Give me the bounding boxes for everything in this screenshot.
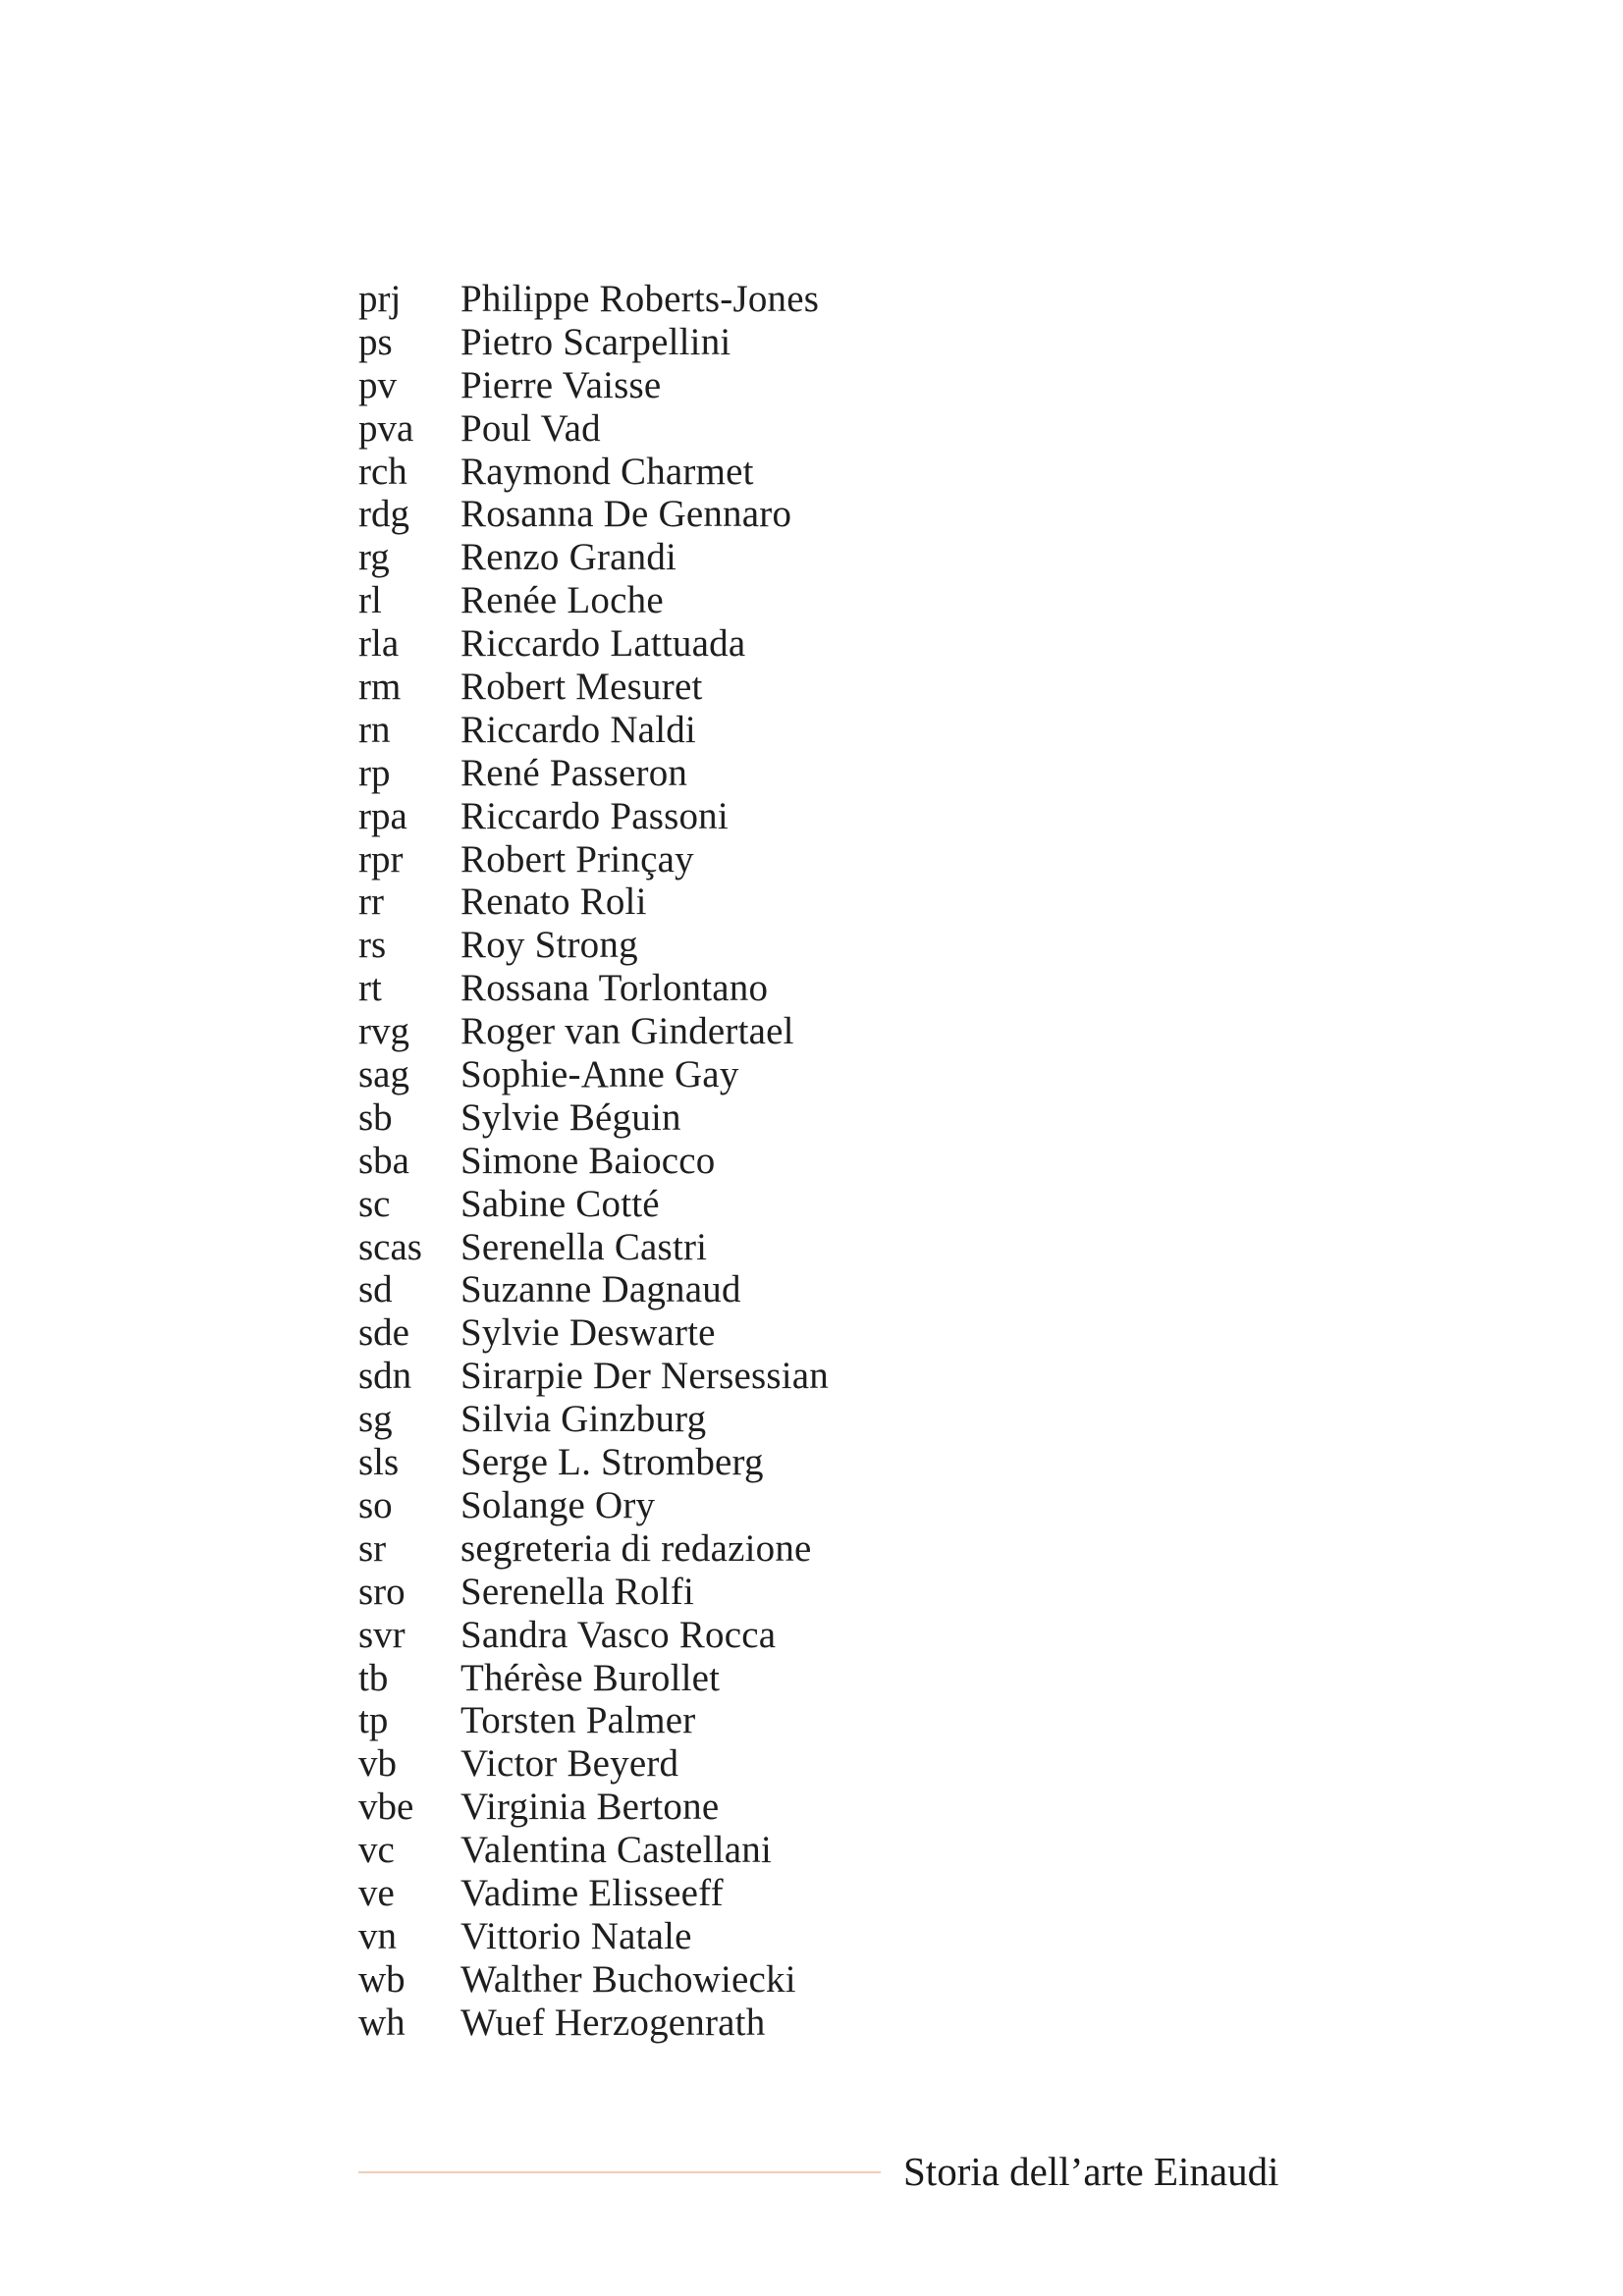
entry-name: Raymond Charmet [460, 450, 754, 493]
entry-abbreviation: rr [358, 881, 384, 924]
entry-name: Sandra Vasco Rocca [460, 1613, 777, 1656]
contributor-list [358, 278, 1046, 2045]
entry-abbreviation: sdn [358, 1355, 412, 1398]
entry-name: segreteria di redazione [460, 1526, 812, 1570]
entry-name: Sylvie Deswarte [460, 1311, 716, 1355]
list-item [358, 536, 1046, 579]
entry-name: Serenella Rolfi [460, 1570, 695, 1613]
entry-name: Renée Loche [460, 579, 664, 622]
list-item [358, 1226, 1046, 1269]
entry-abbreviation: rt [358, 967, 382, 1010]
entry-name: Riccardo Passoni [460, 794, 729, 837]
entry-abbreviation: sb [358, 1095, 393, 1139]
entry-abbreviation: vb [358, 1742, 397, 1786]
entry-abbreviation: so [358, 1483, 393, 1526]
entry-name: Rossana Torlontano [460, 967, 769, 1010]
list-item [358, 838, 1046, 881]
list-item [358, 1355, 1046, 1398]
entry-abbreviation: sc [358, 1182, 391, 1225]
entry-name: Vittorio Natale [460, 1914, 692, 1957]
list-item [358, 1571, 1046, 1614]
entry-name: Suzanne Dagnaud [460, 1268, 741, 1311]
list-item [358, 579, 1046, 622]
list-item [358, 1915, 1046, 1958]
entry-name: Valentina Castellani [460, 1829, 772, 1872]
entry-name: Silvia Ginzburg [460, 1398, 707, 1441]
entry-name: Renzo Grandi [460, 536, 677, 579]
entry-abbreviation: ve [358, 1871, 395, 1914]
entry-abbreviation: prj [358, 278, 402, 320]
entry-name: Sylvie Béguin [460, 1095, 681, 1139]
entry-abbreviation: sba [358, 1139, 409, 1182]
entry-abbreviation: sr [358, 1526, 387, 1570]
list-item [358, 1010, 1046, 1053]
list-item [358, 1140, 1046, 1183]
list-item [358, 881, 1046, 924]
entry-abbreviation: tp [358, 1699, 389, 1742]
list-item [358, 451, 1046, 494]
list-item [358, 1742, 1046, 1786]
list-item [358, 1183, 1046, 1226]
entry-name: Pierre Vaisse [460, 363, 662, 406]
entry-abbreviation: rvg [358, 1010, 409, 1053]
list-item [358, 1657, 1046, 1700]
list-item [358, 1786, 1046, 1829]
entry-abbreviation: svr [358, 1613, 406, 1656]
entry-name: Sophie-Anne Gay [460, 1053, 739, 1096]
list-item [358, 1398, 1046, 1441]
entry-name: Walther Buchowiecki [460, 1957, 796, 2001]
list-item [358, 709, 1046, 752]
entry-abbreviation: rpa [358, 794, 407, 837]
footer-rule [358, 2171, 881, 2173]
entry-name: René Passeron [460, 751, 688, 794]
entry-abbreviation: sd [358, 1268, 393, 1311]
entry-abbreviation: vn [358, 1914, 397, 1957]
list-item [358, 1614, 1046, 1657]
entry-abbreviation: sls [358, 1441, 400, 1484]
list-item [358, 752, 1046, 795]
entry-abbreviation: pv [358, 363, 397, 406]
list-item [358, 364, 1046, 407]
entry-abbreviation: sro [358, 1570, 406, 1613]
list-item [358, 321, 1046, 364]
list-item [358, 1527, 1046, 1571]
list-item [358, 1829, 1046, 1872]
entry-name: Renato Roli [460, 881, 647, 924]
entry-name: Rosanna De Gennaro [460, 493, 792, 536]
list-item [358, 407, 1046, 451]
entry-abbreviation: rp [358, 751, 391, 794]
entry-abbreviation: rch [358, 450, 407, 493]
list-item [358, 795, 1046, 838]
entry-abbreviation: wb [358, 1957, 406, 2001]
entry-name: Robert Mesuret [460, 666, 703, 709]
list-item [358, 1311, 1046, 1355]
entry-name: Riccardo Lattuada [460, 622, 746, 666]
list-item [358, 924, 1046, 967]
entry-abbreviation: vc [358, 1829, 395, 1872]
entry-name: Serge L. Stromberg [460, 1441, 764, 1484]
entry-abbreviation: vbe [358, 1786, 414, 1829]
list-item [358, 1441, 1046, 1484]
entry-name: Sirarpie Der Nersessian [460, 1355, 829, 1398]
entry-abbreviation: rg [358, 536, 390, 579]
list-item [358, 493, 1046, 536]
entry-abbreviation: pva [358, 406, 414, 450]
list-item [358, 622, 1046, 666]
entry-abbreviation: rdg [358, 493, 409, 536]
list-item [358, 1096, 1046, 1140]
entry-name: Riccardo Naldi [460, 708, 696, 751]
entry-abbreviation: ps [358, 320, 393, 363]
entry-abbreviation: rm [358, 666, 402, 709]
list-item [358, 1958, 1046, 2002]
list-item [358, 1872, 1046, 1915]
entry-name: Simone Baiocco [460, 1139, 716, 1182]
list-item [358, 278, 1046, 321]
entry-name: Victor Beyerd [460, 1742, 679, 1786]
entry-name: Thérèse Burollet [460, 1656, 721, 1699]
entry-abbreviation: rn [358, 708, 391, 751]
list-item [358, 666, 1046, 709]
entry-name: Philippe Roberts-Jones [460, 278, 820, 320]
entry-name: Serenella Castri [460, 1225, 708, 1268]
entry-abbreviation: rpr [358, 837, 404, 881]
entry-name: Sabine Cotté [460, 1182, 660, 1225]
entry-abbreviation: tb [358, 1656, 389, 1699]
entry-name: Robert Prinçay [460, 837, 694, 881]
entry-abbreviation: rs [358, 924, 387, 967]
entry-name: Roy Strong [460, 924, 638, 967]
entry-abbreviation: sg [358, 1398, 393, 1441]
list-item [358, 1268, 1046, 1311]
entry-abbreviation: rla [358, 622, 400, 666]
footer-title: Storia dell’arte Einaudi [903, 2149, 1279, 2194]
entry-name: Solange Ory [460, 1483, 656, 1526]
list-item [358, 2002, 1046, 2045]
page-footer [358, 2146, 1340, 2197]
entry-abbreviation: wh [358, 2001, 406, 2044]
list-item [358, 1699, 1046, 1742]
entry-abbreviation: scas [358, 1225, 422, 1268]
entry-name: Vadime Elisseeff [460, 1871, 724, 1914]
entry-name: Torsten Palmer [460, 1699, 696, 1742]
list-item [358, 967, 1046, 1010]
entry-name: Virginia Bertone [460, 1786, 720, 1829]
entry-abbreviation: sag [358, 1053, 409, 1096]
entry-abbreviation: rl [358, 579, 382, 622]
entry-name: Pietro Scarpellini [460, 320, 731, 363]
entry-name: Poul Vad [460, 406, 601, 450]
entry-name: Roger van Gindertael [460, 1010, 794, 1053]
entry-name: Wuef Herzogenrath [460, 2001, 766, 2044]
list-item [358, 1484, 1046, 1527]
list-item [358, 1053, 1046, 1096]
entry-abbreviation: sde [358, 1311, 409, 1355]
